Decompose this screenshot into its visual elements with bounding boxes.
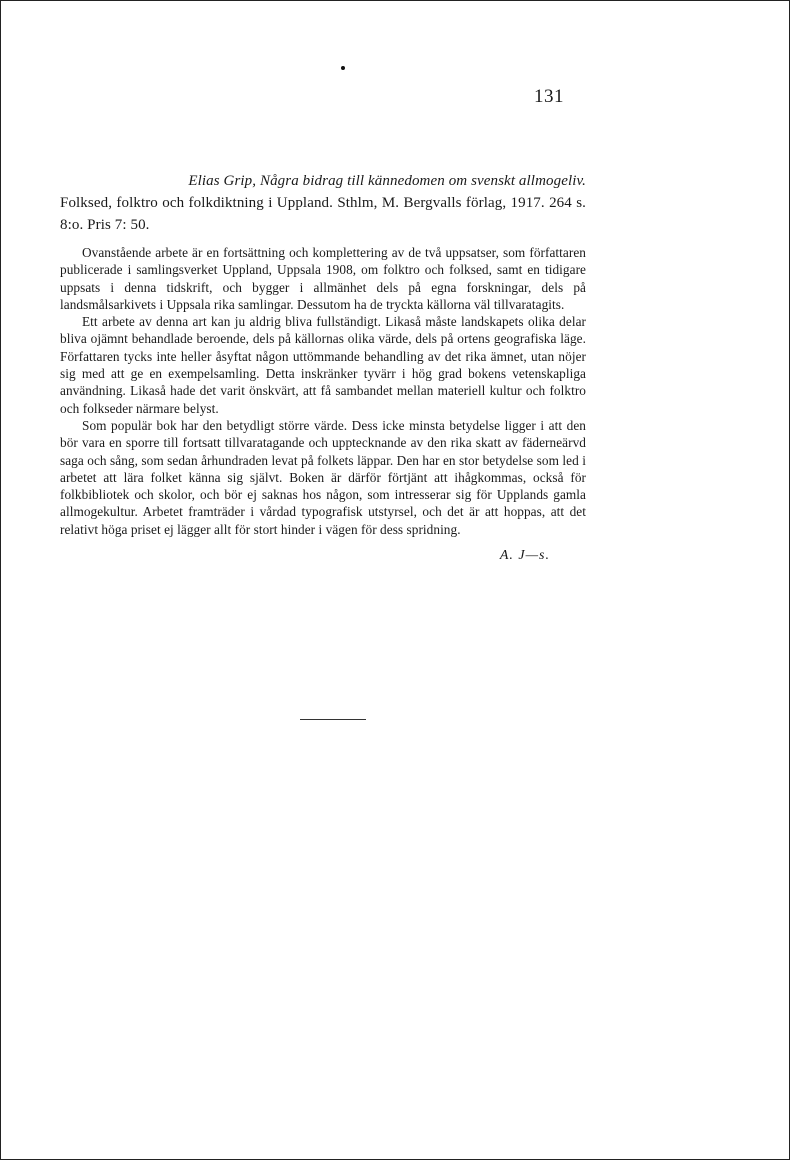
review-paragraph-2: Ett arbete av denna art kan ju aldrig bliva fullständigt. Likaså måste landskapets olika delar bliva ojämnt behandlade beroende, dels på källornas olika värde, dels på ortens geografiska läge. Författaren tycks inte heller åsyftat någon uttömmande behandling av det rika ämnet, utan nöjer sig med att ge en exempelsamling. Detta inskränker tyvärr i hög grad bokens vetenskapliga användning. Likaså hade det varit önskvärt, att få sambandet mellan materiell kultur och folktro och folkseder närmare belyst. (60, 314, 586, 416)
book-review (60, 170, 586, 564)
reviewer-signature: A. J—s. (499, 548, 550, 564)
citation-publication-details: Folksed, folktro och folkdiktning i Uppland. Sthlm, M. Bergvalls förlag, 1917. 264 s. 8:o. Pris 7: 50. (60, 195, 586, 233)
page-number: 131 (534, 86, 564, 107)
review-paragraph-1: Ovanstående arbete är en fortsättning och komplettering av de två uppsatser, som författaren publicerade i samlingsverket Uppland, Uppsala 1908, om folktro och folksed, samt en tidigare uppsats i denna tidskrift, och bygger i allmänhet dels på egna forskningar, dels på landsmålsarkivets i Uppsala rika samlingar. Dessutom ha de tryckta källorna väl tillvaratagits. (60, 245, 586, 312)
citation-author-title: Elias Grip, Några bidrag till kännedomen om svenskt allmogeliv. (188, 173, 586, 189)
review-paragraph-3: Som populär bok har den betydligt större värde. Dess icke minsta betydelse ligger i att den bör vara en sporre till fortsatt tillvaratagande och upptecknande av den rika skatt av fäderneärvd saga och sång, som sedan århundraden levat på folkets läppar. Den har en stor betydelse som led i arbetet att lära folket känna sig självt. Boken är därför förtjänt att ihågkommas, också för folkbibliotek och skolor, och bör ej saknas hos någon, som intresserar sig för Upplands gamla allmogekultur. Arbetet framträder i vårdad typografisk utstyrsel, och det är att hoppas, att det relativt höga priset ej lägger allt för stort hinder i vägen för dess spridning. (60, 417, 586, 537)
section-divider (300, 719, 366, 720)
printer-dot (341, 66, 345, 70)
